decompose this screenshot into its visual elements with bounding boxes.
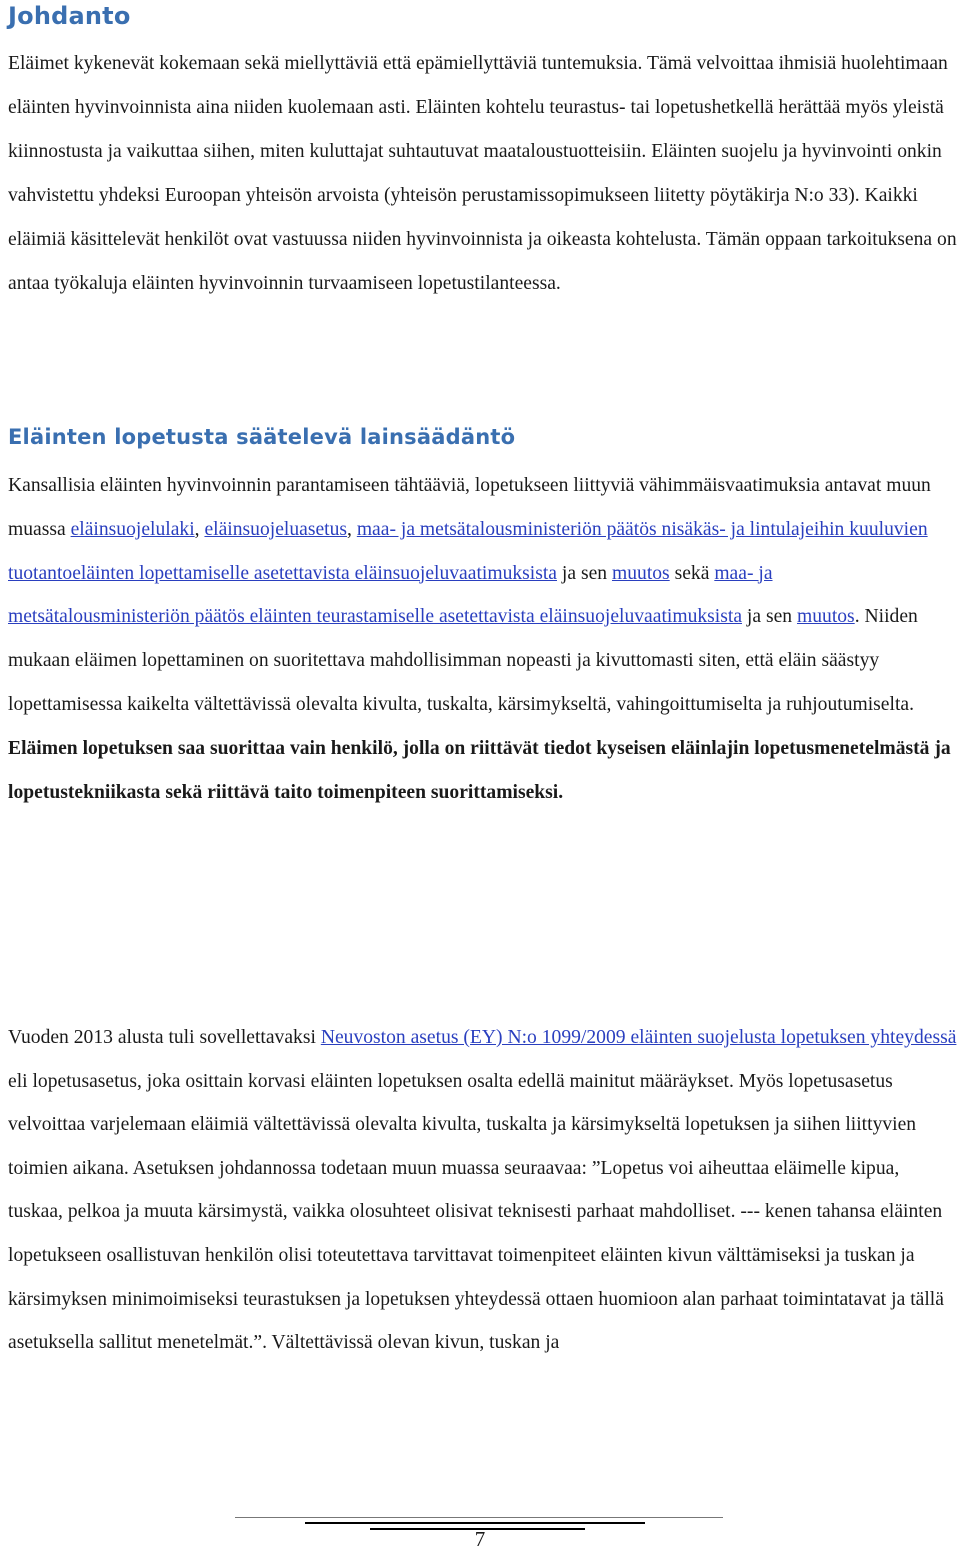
link-neuvoston-asetus[interactable]: Neuvoston asetus (EY) N:o 1099/2009 eläinten suojelusta lopetuksen yhteydessä	[320, 1027, 957, 1048]
text-segment: ,	[194, 518, 205, 540]
text-segment: Kansallisia eläinten hyvinvoinnin parantamiseen tähtääviä, lopetukseen liittyviä vähimmäisvaatimuksia antavat muun muassa	[8, 475, 931, 540]
text-segment: . Niiden mukaan eläimen lopettaminen on suoritettava mahdollisimman nopeasti ja kivuttomasti siten, että eläin säästyy lopettamisessa kaikelta vältettävissä olevalta kivulta, tuskalta, kärsimykseltä, vahingoittumiselta ja ruhjoutumiselta.	[8, 606, 918, 715]
footer-rule	[305, 1522, 645, 1524]
text-segment: ja sen	[742, 606, 797, 628]
paragraph-legislation	[8, 464, 958, 814]
link-muutos-2[interactable]: muutos	[796, 606, 855, 628]
text-segment: ja sen	[557, 562, 612, 584]
text-segment: Vuoden 2013 alusta tuli sovellettavaksi	[8, 1027, 321, 1048]
bold-requirement: Eläimen lopetuksen saa suorittaa vain henkilö, jolla on riittävät tiedot kyseisen eläinlajin lopetusmenetelmästä ja lopetustekniikasta sekä riittävä taito toimenpiteen suorittamiseksi.	[8, 737, 951, 803]
link-muutos-1[interactable]: muutos	[611, 562, 670, 584]
text-segment: sekä	[669, 562, 715, 584]
heading-legislation: Eläinten lopetusta säätelevä lainsäädäntö	[8, 425, 516, 449]
page-number: 7	[474, 1527, 486, 1551]
link-elainsuojelulaki[interactable]: eläinsuojelulaki	[70, 518, 195, 540]
link-mmm-paatos-teurastaminen[interactable]: maa- ja metsätalousministeriön päätös eläinten teurastamiselle asetettavista eläinsuojeluvaatimuksista	[8, 562, 773, 628]
link-mmm-paatos-lopettaminen[interactable]: maa- ja metsätalousministeriön päätös nisäkäs- ja lintulajeihin kuuluvien tuotantoeläinten lopettamiselle asetettavista eläinsuojeluvaatimuksista	[8, 518, 928, 584]
heading-johdanto: Johdanto	[8, 2, 131, 30]
paragraph-intro: Eläimet kykenevät kokemaan sekä miellyttäviä että epämiellyttäviä tuntemuksia. Tämä velvoittaa ihmisiä huolehtimaan eläinten hyvinvoinnista aina niiden kuolemaan asti. Eläinten kohtelu teurastus- tai lopetushetkellä herättää myös yleistä kiinnostusta ja vaikuttaa siihen, miten kuluttajat suhtautuvat maataloustuotteisiin. Eläinten suojelu ja hyvinvointi onkin vahvistettu yhdeksi Euroopan yhteisön arvoista (yhteisön perustamissopimukseen liitetty pöytäkirja N:o 33). Kaikki eläimiä käsittelevät henkilöt ovat vastuussa niiden hyvinvoinnista ja oikeasta kohtelusta. Tämän oppaan tarkoituksena on antaa työkaluja eläinten hyvinvoinnin turvaamiseen lopetustilanteessa.	[8, 53, 957, 294]
page-footer	[0, 1505, 960, 1549]
text-segment: ,	[347, 518, 357, 540]
paragraph-regulation	[8, 1016, 958, 1365]
text-segment: eli lopetusasetus, joka osittain korvasi eläinten lopetuksen osalta edellä mainitut määräykset. Myös lopetusasetus velvoittaa varjelemaan eläimiä vältettävissä olevalta kivulta, tuskalta ja kärsimykseltä lopetuksen ja siihen liittyvien toimien aikana. Asetuksen johdannossa todetaan muun muassa seuraavaa: ”Lopetus voi aiheuttaa eläimelle kipua, tuskaa, pelkoa ja muuta kärsimystä, vaikka olosuhteet olisivat teknisesti parhaat mahdolliset. --- kenen tahansa eläinten lopetukseen osallistuvan henkilön olisi toteutettava tarvittavat toimenpiteet eläinten kivun välttämiseksi ja tuskan ja kärsimyksen minimoimiseksi teurastuksen ja lopetuksen yhteydessä ottaen huomioon alan parhaat toimintatavat ja tällä asetuksella sallitut menetelmät.”. Vältettävissä olevan kivun, tuskan ja	[8, 1070, 944, 1354]
footer-rule	[235, 1517, 723, 1518]
link-elainsuojeluasetus[interactable]: eläinsuojeluasetus	[204, 518, 348, 540]
